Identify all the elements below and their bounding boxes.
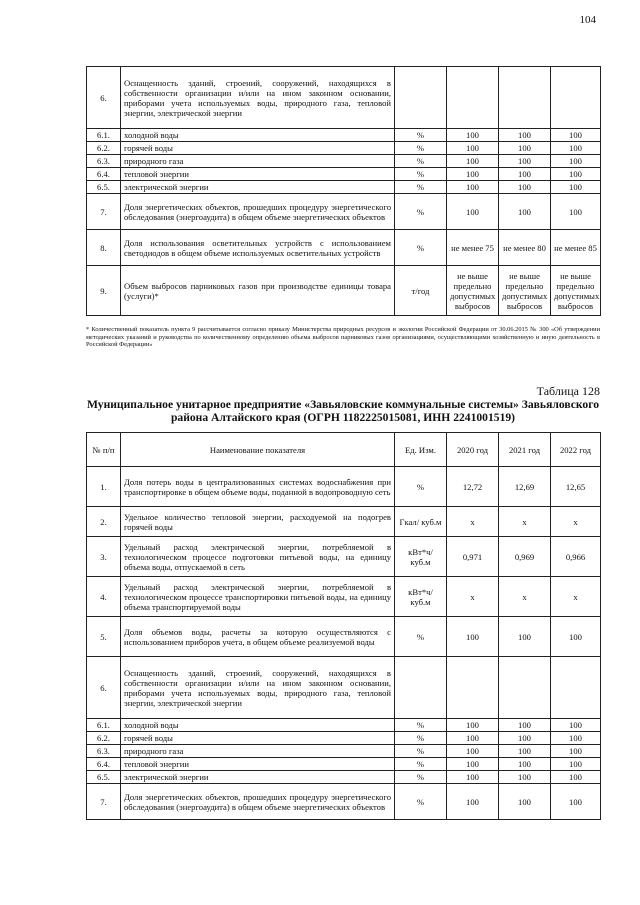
table-row <box>87 181 601 194</box>
value-2021: не выше предельно допустимых выбросов <box>499 266 551 316</box>
table-row <box>87 467 601 507</box>
unit-cell: % <box>395 142 447 155</box>
indicator-name: тепловой энергии <box>121 168 395 181</box>
row-number: 1. <box>87 467 121 507</box>
unit-cell: Гкал/ куб.м <box>395 507 447 537</box>
row-number: 6.1. <box>87 129 121 142</box>
value-2020: 100 <box>447 168 499 181</box>
value-2022: 100 <box>551 155 601 168</box>
row-number: 6.3. <box>87 745 121 758</box>
value-2021 <box>499 657 551 719</box>
row-number: 8. <box>87 230 121 266</box>
value-2022: х <box>551 577 601 617</box>
value-2021: 100 <box>499 745 551 758</box>
value-2020: 100 <box>447 745 499 758</box>
value-2022: 100 <box>551 168 601 181</box>
value-2022: 0,966 <box>551 537 601 577</box>
row-number: 5. <box>87 617 121 657</box>
table-title: Муниципальное унитарное предприятие «Завьяловские коммунальные системы» Завьяловского района Алтайского края (ОГРН 1182225015081, ИНН 2241001519) <box>86 398 599 424</box>
value-2021: не менее 80 <box>499 230 551 266</box>
value-2021: 100 <box>499 617 551 657</box>
unit-cell: % <box>395 467 447 507</box>
table-row <box>87 507 601 537</box>
table-row <box>87 155 601 168</box>
indicator-name: тепловой энергии <box>121 758 395 771</box>
value-2021: 100 <box>499 181 551 194</box>
value-2022: 100 <box>551 784 601 820</box>
table-row <box>87 168 601 181</box>
unit-cell: кВт*ч/ куб.м <box>395 577 447 617</box>
value-2021: 100 <box>499 129 551 142</box>
table-row <box>87 745 601 758</box>
table-row <box>87 577 601 617</box>
indicators-table <box>86 432 601 820</box>
value-2022: 100 <box>551 771 601 784</box>
indicators-table-continued <box>86 66 601 316</box>
value-2020: 100 <box>447 719 499 732</box>
indicator-name: Удельный расход электрической энергии, потребляемой в технологическом процессе транспортировки питьевой воды, на единицу объема транспортируемой воды <box>121 577 395 617</box>
header-2022: 2022 год <box>551 433 601 467</box>
value-2021: 100 <box>499 732 551 745</box>
table-row <box>87 142 601 155</box>
unit-cell: % <box>395 719 447 732</box>
value-2021: 100 <box>499 155 551 168</box>
row-number: 6. <box>87 657 121 719</box>
value-2020: 100 <box>447 732 499 745</box>
value-2021: 100 <box>499 719 551 732</box>
value-2022: 100 <box>551 181 601 194</box>
value-2021 <box>499 67 551 129</box>
value-2020 <box>447 657 499 719</box>
value-2022 <box>551 67 601 129</box>
value-2022: 100 <box>551 758 601 771</box>
table-row <box>87 771 601 784</box>
value-2020: 12,72 <box>447 467 499 507</box>
row-number: 7. <box>87 194 121 230</box>
table-row <box>87 67 601 129</box>
indicator-name: Удельное количество тепловой энергии, расходуемой на подогрев горячей воды <box>121 507 395 537</box>
value-2021: 100 <box>499 194 551 230</box>
row-number: 6.4. <box>87 758 121 771</box>
row-number: 6.5. <box>87 181 121 194</box>
table-row <box>87 732 601 745</box>
unit-cell: т/год <box>395 266 447 316</box>
unit-cell: % <box>395 784 447 820</box>
table-row <box>87 758 601 771</box>
value-2022: 100 <box>551 732 601 745</box>
table-row <box>87 657 601 719</box>
value-2022: не выше предельно допустимых выбросов <box>551 266 601 316</box>
indicator-name: Удельный расход электрической энергии, потребляемой в технологическом процессе подготовки питьевой воды, на единицу объема воды, отпускаемой в сеть <box>121 537 395 577</box>
table-header-row <box>87 433 601 467</box>
indicator-name: Доля использования осветительных устройств с использованием светодиодов в общем объеме используемых осветительных устройств <box>121 230 395 266</box>
table-row <box>87 617 601 657</box>
header-2021: 2021 год <box>499 433 551 467</box>
indicator-name: холодной воды <box>121 129 395 142</box>
row-number: 6.3. <box>87 155 121 168</box>
unit-cell: % <box>395 168 447 181</box>
value-2021: 100 <box>499 771 551 784</box>
row-number: 9. <box>87 266 121 316</box>
row-number: 6.4. <box>87 168 121 181</box>
row-number: 2. <box>87 507 121 537</box>
value-2020: 100 <box>447 194 499 230</box>
unit-cell: % <box>395 194 447 230</box>
indicator-name: электрической энергии <box>121 771 395 784</box>
table-row <box>87 537 601 577</box>
indicator-name: горячей воды <box>121 732 395 745</box>
indicator-name: Доля энергетических объектов, прошедших процедуру энергетического обследования (энергоаудита) в общем объеме энергетических объектов <box>121 784 395 820</box>
value-2022: 100 <box>551 745 601 758</box>
row-number: 6.5. <box>87 771 121 784</box>
indicator-name: природного газа <box>121 745 395 758</box>
unit-cell: % <box>395 617 447 657</box>
value-2021: 100 <box>499 784 551 820</box>
value-2020: 100 <box>447 758 499 771</box>
footnote: * Количественный показатель пункта 9 рассчитывается согласно приказу Министерства природных ресурсов и экологии Российской Федерации от 30.06.2015 № 300 «Об утверждении методических указаний и руководства по количественному определению объема выбросов парниковых газов организациями, осуществляющими хозяйственную и иную деятельность в Российской Федерации» <box>86 326 600 349</box>
indicator-name: холодной воды <box>121 719 395 732</box>
unit-cell: % <box>395 181 447 194</box>
unit-cell: % <box>395 230 447 266</box>
value-2020: 100 <box>447 142 499 155</box>
row-number: 7. <box>87 784 121 820</box>
header-no: № п/п <box>87 433 121 467</box>
header-unit: Ед. Изм. <box>395 433 447 467</box>
value-2021: х <box>499 507 551 537</box>
header-2020: 2020 год <box>447 433 499 467</box>
indicator-name: Оснащенность зданий, строений, сооружений, находящихся в собственности организации и/или на ином законном основании, приборами учета используемых воды, природного газа, тепловой энергии, электрической энергии <box>121 657 395 719</box>
table-row <box>87 266 601 316</box>
unit-cell <box>395 657 447 719</box>
table-row <box>87 230 601 266</box>
value-2021: 100 <box>499 168 551 181</box>
value-2022: 100 <box>551 719 601 732</box>
row-number: 3. <box>87 537 121 577</box>
table-row <box>87 129 601 142</box>
page-number: 104 <box>579 14 596 26</box>
value-2020: не менее 75 <box>447 230 499 266</box>
unit-cell: % <box>395 758 447 771</box>
value-2022 <box>551 657 601 719</box>
row-number: 4. <box>87 577 121 617</box>
value-2022: 100 <box>551 142 601 155</box>
unit-cell: % <box>395 745 447 758</box>
row-number: 6. <box>87 67 121 129</box>
row-number: 6.1. <box>87 719 121 732</box>
row-number: 6.2. <box>87 732 121 745</box>
value-2022: не менее 85 <box>551 230 601 266</box>
value-2020: х <box>447 577 499 617</box>
table-row <box>87 194 601 230</box>
indicator-name: Доля энергетических объектов, прошедших процедуру энергетического обследования (энергоаудита) в общем объеме энергетических объектов <box>121 194 395 230</box>
value-2020: х <box>447 507 499 537</box>
value-2020: 100 <box>447 181 499 194</box>
value-2022: х <box>551 507 601 537</box>
table-row <box>87 719 601 732</box>
table-row <box>87 784 601 820</box>
unit-cell: % <box>395 129 447 142</box>
value-2022: 100 <box>551 617 601 657</box>
unit-cell: кВт*ч/ куб.м <box>395 537 447 577</box>
indicator-name: электрической энергии <box>121 181 395 194</box>
unit-cell: % <box>395 155 447 168</box>
value-2020: 100 <box>447 617 499 657</box>
value-2022: 12,65 <box>551 467 601 507</box>
table-label: Таблица 128 <box>536 384 600 398</box>
unit-cell: % <box>395 771 447 784</box>
value-2020: 100 <box>447 784 499 820</box>
row-number: 6.2. <box>87 142 121 155</box>
unit-cell <box>395 67 447 129</box>
value-2022: 100 <box>551 129 601 142</box>
indicator-name: Оснащенность зданий, строений, сооружений, находящихся в собственности организации и/или на ином законном основании, приборами учета используемых воды, природного газа, тепловой энергии, электрической энергии <box>121 67 395 129</box>
value-2020: 0,971 <box>447 537 499 577</box>
value-2021: 100 <box>499 758 551 771</box>
value-2021: 100 <box>499 142 551 155</box>
value-2020: 100 <box>447 155 499 168</box>
indicator-name: горячей воды <box>121 142 395 155</box>
value-2020: 100 <box>447 771 499 784</box>
value-2022: 100 <box>551 194 601 230</box>
indicator-name: Объем выбросов парниковых газов при производстве единицы товара (услуги)* <box>121 266 395 316</box>
value-2020 <box>447 67 499 129</box>
value-2021: х <box>499 577 551 617</box>
value-2021: 12,69 <box>499 467 551 507</box>
value-2020: 100 <box>447 129 499 142</box>
indicator-name: Доля объемов воды, расчеты за которую осуществляются с использованием приборов учета, в общем объеме реализуемой воды <box>121 617 395 657</box>
header-name: Наименование показателя <box>121 433 395 467</box>
unit-cell: % <box>395 732 447 745</box>
value-2020: не выше предельно допустимых выбросов <box>447 266 499 316</box>
indicator-name: природного газа <box>121 155 395 168</box>
value-2021: 0,969 <box>499 537 551 577</box>
indicator-name: Доля потерь воды в централизованных системах водоснабжения при транспортировке в общем объеме воды, поданной в водопроводную сеть <box>121 467 395 507</box>
